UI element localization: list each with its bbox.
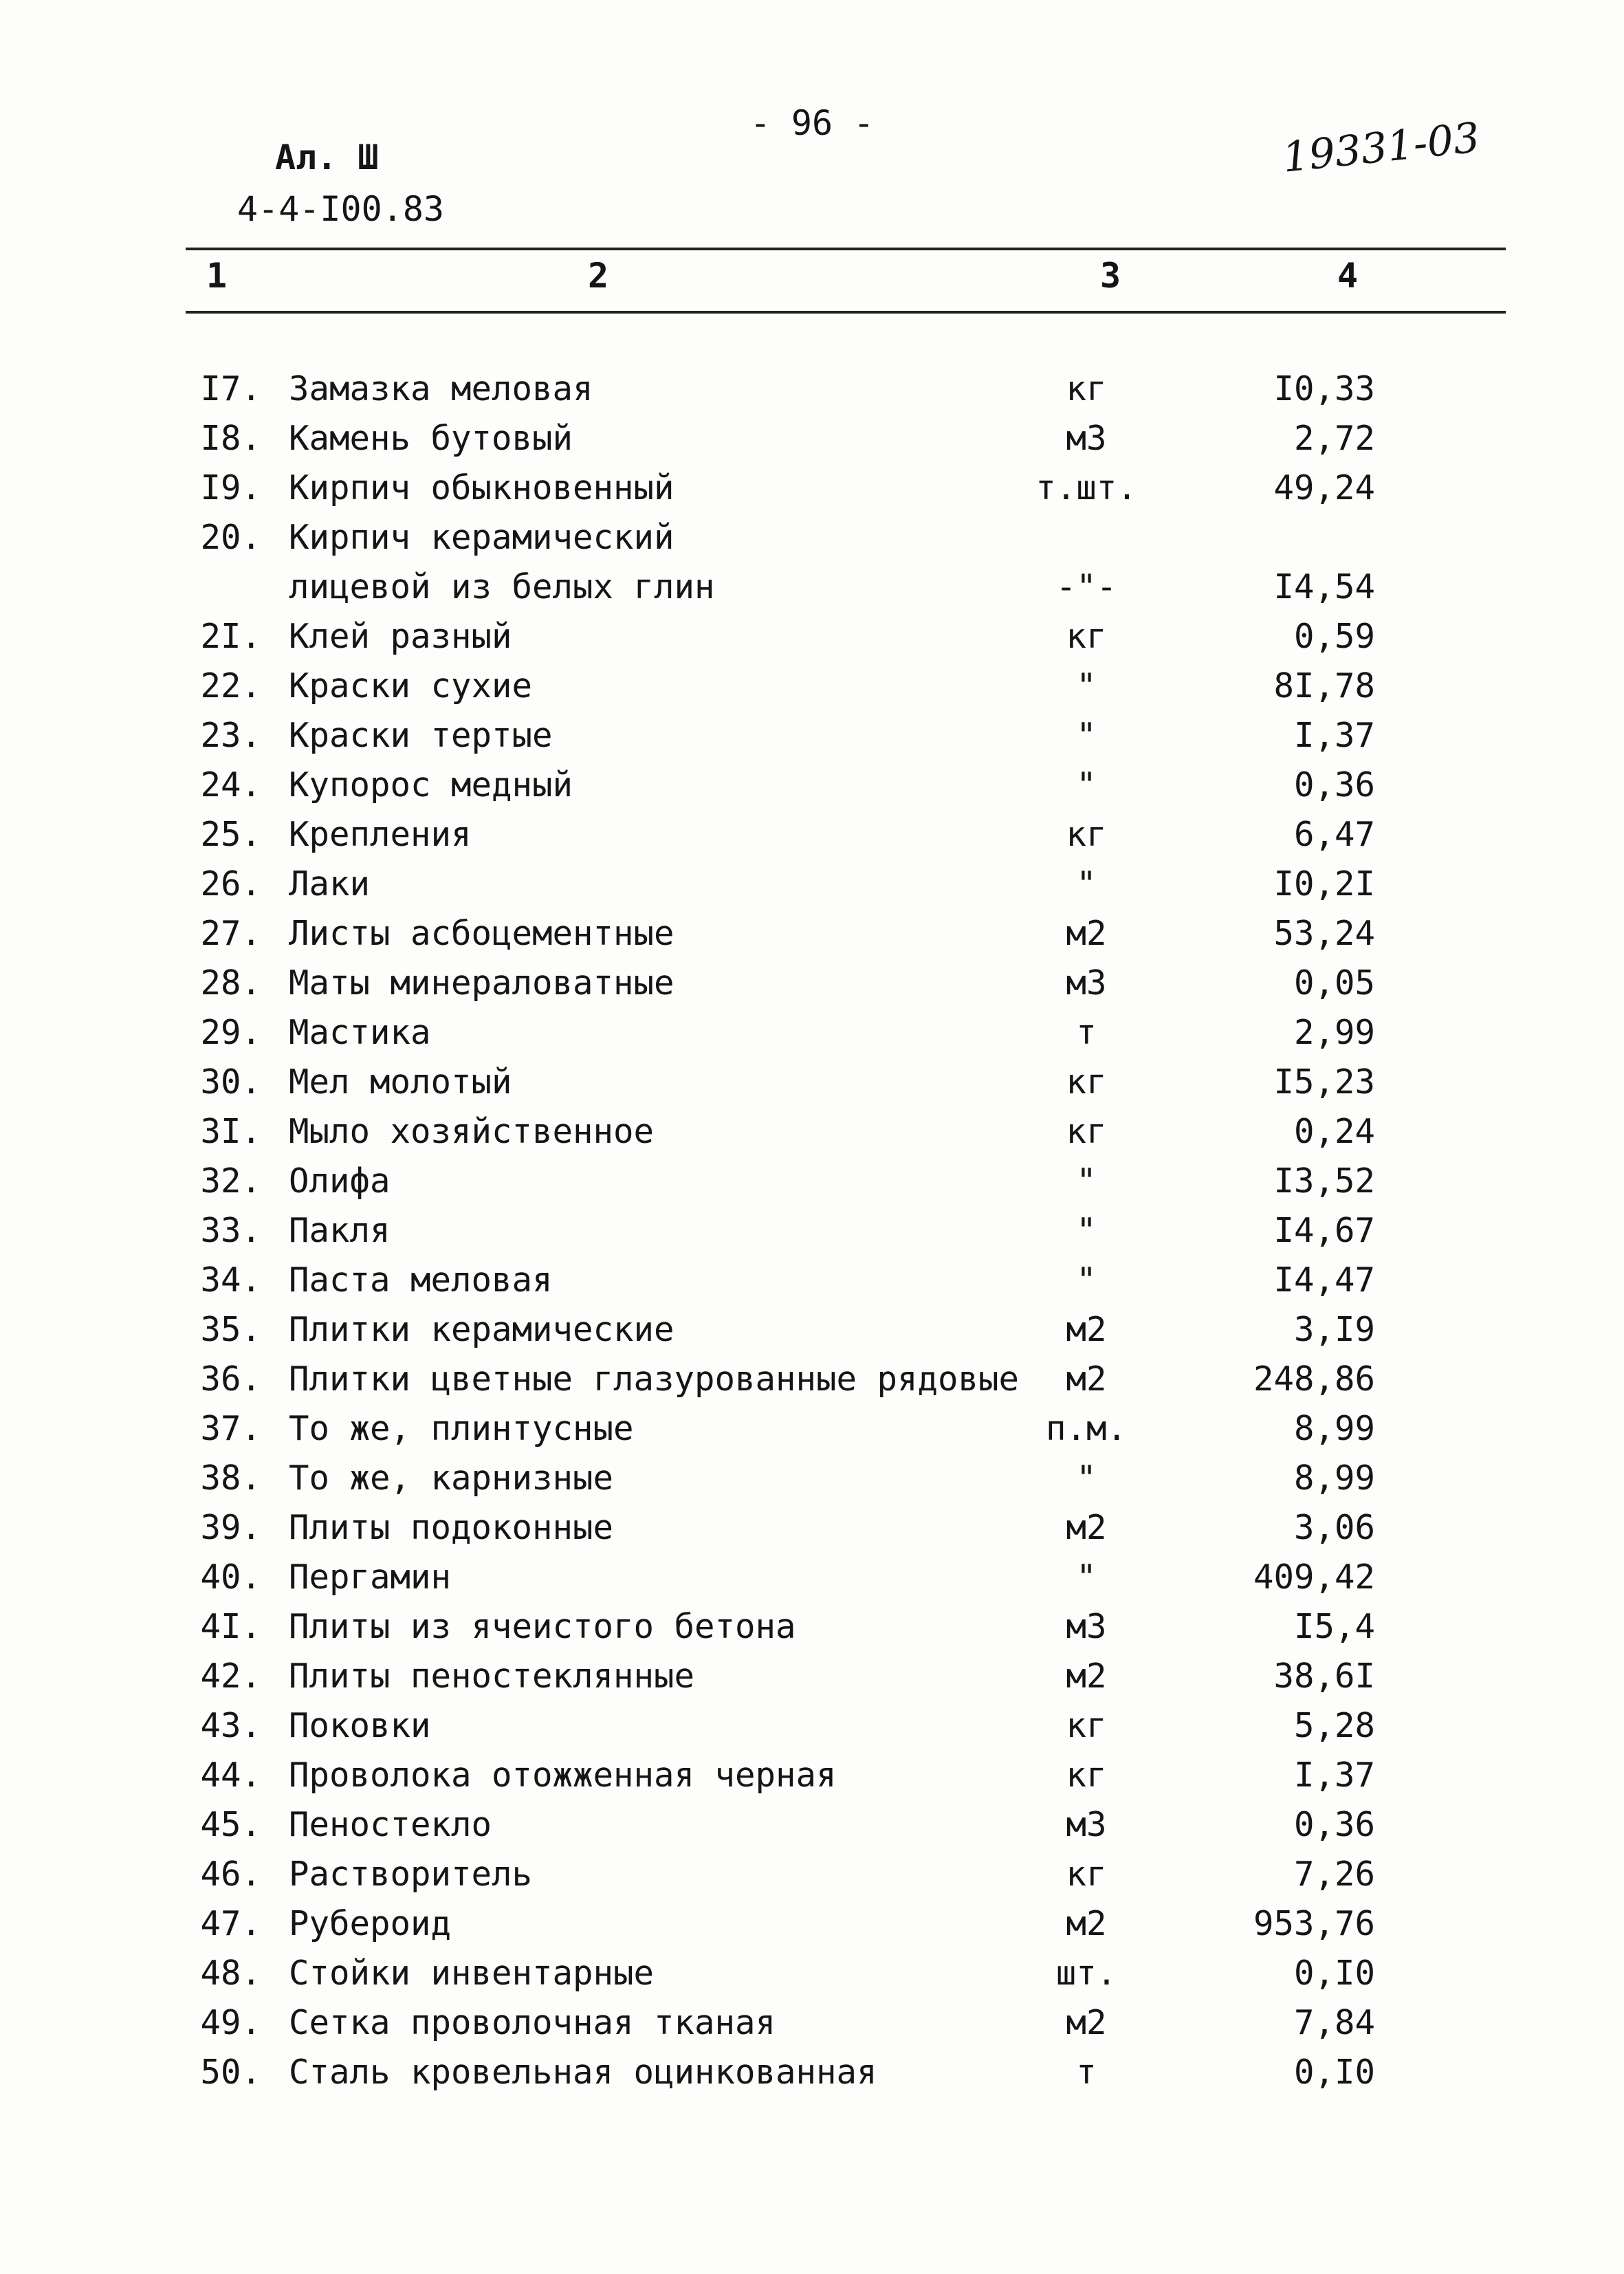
unit-of-measure: " (1076, 1211, 1097, 1250)
unit-of-measure: т.шт. (1035, 468, 1137, 507)
table-row (0, 1157, 1624, 1206)
quantity-value: 5,28 (1293, 1706, 1375, 1745)
row-number: 29. (200, 1013, 261, 1052)
material-name: Плитки керамические (289, 1310, 674, 1349)
quantity-value: I,37 (1293, 1756, 1375, 1795)
unit-of-measure: " (1076, 1161, 1097, 1201)
quantity-value: 6,47 (1293, 815, 1375, 854)
quantity-value: I0,2I (1273, 864, 1375, 904)
row-number: 4I. (200, 1607, 261, 1646)
quantity-value: I,37 (1293, 716, 1375, 755)
quantity-value: 8I,78 (1273, 666, 1375, 706)
material-name: Сетка проволочная тканая (289, 2003, 776, 2042)
row-number: 28. (200, 963, 261, 1003)
material-name: Кирпич обыкновенный (289, 468, 674, 507)
table-row (0, 1949, 1624, 1998)
row-number: 48. (200, 1954, 261, 1993)
unit-of-measure: м3 (1066, 1607, 1107, 1646)
table-row (0, 562, 1624, 612)
quantity-value: 7,26 (1293, 1855, 1375, 1894)
quantity-value: 38,6I (1273, 1657, 1375, 1696)
quantity-value: 248,86 (1253, 1359, 1375, 1399)
quantity-value: 0,24 (1293, 1112, 1375, 1151)
material-name: Стойки инвентарные (289, 1954, 655, 1993)
row-number: 45. (200, 1805, 261, 1844)
table-row (0, 1454, 1624, 1503)
quantity-value: I0,33 (1273, 369, 1375, 408)
quantity-value: 3,I9 (1293, 1310, 1375, 1349)
quantity-value: 953,76 (1253, 1904, 1375, 1943)
material-name: лицевой из белых глин (289, 567, 715, 606)
table-row (0, 1701, 1624, 1751)
row-number: 49. (200, 2003, 261, 2042)
row-number: 33. (200, 1211, 261, 1250)
row-number: 26. (200, 864, 261, 904)
unit-of-measure: м3 (1066, 1805, 1107, 1844)
row-number: 23. (200, 716, 261, 755)
column-header-2: 2 (588, 256, 609, 296)
document-code: 4-4-I00.83 (237, 189, 445, 229)
unit-of-measure: " (1076, 1458, 1097, 1498)
row-number: I9. (200, 468, 261, 507)
row-number: 42. (200, 1657, 261, 1696)
table-row (0, 513, 1624, 562)
quantity-value: 409,42 (1253, 1557, 1375, 1597)
unit-of-measure: кг (1066, 1756, 1107, 1795)
unit-of-measure: кг (1066, 369, 1107, 408)
table-row (0, 1899, 1624, 1949)
table-row (0, 1355, 1624, 1404)
unit-of-measure: " (1076, 1557, 1097, 1597)
material-name: Крепления (289, 815, 472, 854)
table-header-rule (186, 311, 1506, 314)
row-number: 38. (200, 1458, 261, 1498)
quantity-value: I3,52 (1273, 1161, 1375, 1201)
table-row (0, 1602, 1624, 1652)
row-number: 27. (200, 914, 261, 953)
handwritten-number: 19331-03 (1280, 113, 1482, 182)
table-row (0, 711, 1624, 761)
table-row (0, 1998, 1624, 2048)
material-name: Пакля (289, 1211, 391, 1250)
row-number: 46. (200, 1855, 261, 1894)
table-row (0, 909, 1624, 959)
page-number: - 96 - (749, 103, 875, 143)
material-name: Мыло хозяйственное (289, 1112, 655, 1151)
column-header-4: 4 (1337, 256, 1359, 296)
row-number: 25. (200, 815, 261, 854)
material-name: Клей разный (289, 617, 512, 656)
table-row (0, 1553, 1624, 1602)
unit-of-measure: м2 (1066, 1904, 1107, 1943)
material-name: Растворитель (289, 1855, 533, 1894)
unit-of-measure: " (1076, 666, 1097, 706)
table-row (0, 662, 1624, 711)
unit-of-measure: шт. (1055, 1954, 1117, 1993)
table-row (0, 1256, 1624, 1305)
unit-of-measure: " (1076, 1260, 1097, 1300)
table-row (0, 1652, 1624, 1701)
unit-of-measure: м2 (1066, 914, 1107, 953)
column-header-3: 3 (1100, 256, 1121, 296)
quantity-value: I4,54 (1273, 567, 1375, 606)
material-name: То же, карнизные (289, 1458, 614, 1498)
material-name: Сталь кровельная оцинкованная (289, 2053, 877, 2092)
row-number: 37. (200, 1409, 261, 1448)
row-number: 3I. (200, 1112, 261, 1151)
quantity-value: 7,84 (1293, 2003, 1375, 2042)
material-name: Маты минераловатные (289, 963, 674, 1003)
quantity-value: I4,47 (1273, 1260, 1375, 1300)
row-number: 20. (200, 518, 261, 557)
table-top-rule (186, 248, 1506, 250)
table-row (0, 1305, 1624, 1355)
row-number: 30. (200, 1062, 261, 1102)
row-number: 34. (200, 1260, 261, 1300)
unit-of-measure: -"- (1055, 567, 1117, 606)
unit-of-measure: м3 (1066, 963, 1107, 1003)
material-name: Лаки (289, 864, 371, 904)
material-name: Рубероид (289, 1904, 452, 1943)
table-row (0, 2048, 1624, 2097)
unit-of-measure: " (1076, 765, 1097, 805)
quantity-value: 0,36 (1293, 1805, 1375, 1844)
unit-of-measure: " (1076, 864, 1097, 904)
table-row (0, 959, 1624, 1008)
quantity-value: 8,99 (1293, 1409, 1375, 1448)
table-row (0, 1800, 1624, 1850)
material-name: Поковки (289, 1706, 431, 1745)
material-name: Камень бутовый (289, 419, 573, 458)
material-name: Пеностекло (289, 1805, 492, 1844)
table-row (0, 1107, 1624, 1157)
table-row (0, 1850, 1624, 1899)
quantity-value: 2,99 (1293, 1013, 1375, 1052)
unit-of-measure: кг (1066, 1062, 1107, 1102)
row-number: 35. (200, 1310, 261, 1349)
quantity-value: 0,36 (1293, 765, 1375, 805)
unit-of-measure: т (1076, 2053, 1097, 2092)
material-name: Плиты из ячеистого бетона (289, 1607, 796, 1646)
row-number: I7. (200, 369, 261, 408)
row-number: 47. (200, 1904, 261, 1943)
unit-of-measure: кг (1066, 1112, 1107, 1151)
unit-of-measure: м2 (1066, 1359, 1107, 1399)
table-row (0, 1503, 1624, 1553)
unit-of-measure: м2 (1066, 1508, 1107, 1547)
material-name: Замазка меловая (289, 369, 593, 408)
unit-of-measure: п.м. (1045, 1409, 1127, 1448)
material-name: Проволока отожженная черная (289, 1756, 837, 1795)
quantity-value: 0,I0 (1293, 2053, 1375, 2092)
material-name: Купорос медный (289, 765, 573, 805)
material-name: Мастика (289, 1013, 431, 1052)
table-row (0, 463, 1624, 513)
row-number: 2I. (200, 617, 261, 656)
table-row (0, 1404, 1624, 1454)
quantity-value: 53,24 (1273, 914, 1375, 953)
material-name: Пергамин (289, 1557, 452, 1597)
material-name: Плиты пеностеклянные (289, 1657, 695, 1696)
row-number: 22. (200, 666, 261, 706)
quantity-value: 0,I0 (1293, 1954, 1375, 1993)
row-number: 24. (200, 765, 261, 805)
table-row (0, 810, 1624, 860)
quantity-value: 3,06 (1293, 1508, 1375, 1547)
material-name: Олифа (289, 1161, 391, 1201)
table-row (0, 612, 1624, 662)
table-row (0, 1751, 1624, 1800)
row-number: 43. (200, 1706, 261, 1745)
table-row (0, 860, 1624, 909)
row-number: 44. (200, 1756, 261, 1795)
unit-of-measure: кг (1066, 617, 1107, 656)
unit-of-measure: м2 (1066, 1310, 1107, 1349)
quantity-value: I4,67 (1273, 1211, 1375, 1250)
table-row (0, 1058, 1624, 1107)
row-number: 40. (200, 1557, 261, 1597)
unit-of-measure: м3 (1066, 419, 1107, 458)
quantity-value: 2,72 (1293, 419, 1375, 458)
table-row (0, 1008, 1624, 1058)
material-name: Плитки цветные глазурованные рядовые (289, 1359, 1020, 1399)
row-number: 32. (200, 1161, 261, 1201)
row-number: 50. (200, 2053, 261, 2092)
unit-of-measure: кг (1066, 815, 1107, 854)
unit-of-measure: м2 (1066, 1657, 1107, 1696)
row-number: I8. (200, 419, 261, 458)
material-name: Краски сухие (289, 666, 533, 706)
material-name: Мел молотый (289, 1062, 512, 1102)
quantity-value: 49,24 (1273, 468, 1375, 507)
unit-of-measure: м2 (1066, 2003, 1107, 2042)
material-name: Краски тертые (289, 716, 553, 755)
table-row (0, 414, 1624, 463)
material-name: Плиты подоконные (289, 1508, 614, 1547)
material-name: Паста меловая (289, 1260, 553, 1300)
unit-of-measure: " (1076, 716, 1097, 755)
unit-of-measure: кг (1066, 1855, 1107, 1894)
row-number: 36. (200, 1359, 261, 1399)
appendix-label: Ал. Ш (275, 138, 379, 177)
unit-of-measure: кг (1066, 1706, 1107, 1745)
quantity-value: 0,05 (1293, 963, 1375, 1003)
quantity-value: 8,99 (1293, 1458, 1375, 1498)
material-name: То же, плинтусные (289, 1409, 634, 1448)
quantity-value: I5,23 (1273, 1062, 1375, 1102)
table-row (0, 761, 1624, 810)
row-number: 39. (200, 1508, 261, 1547)
material-name: Листы асбоцементные (289, 914, 674, 953)
quantity-value: I5,4 (1293, 1607, 1375, 1646)
table-row (0, 1206, 1624, 1256)
unit-of-measure: т (1076, 1013, 1097, 1052)
quantity-value: 0,59 (1293, 617, 1375, 656)
column-header-1: 1 (206, 256, 228, 296)
table-row (0, 364, 1624, 414)
material-name: Кирпич керамический (289, 518, 674, 557)
